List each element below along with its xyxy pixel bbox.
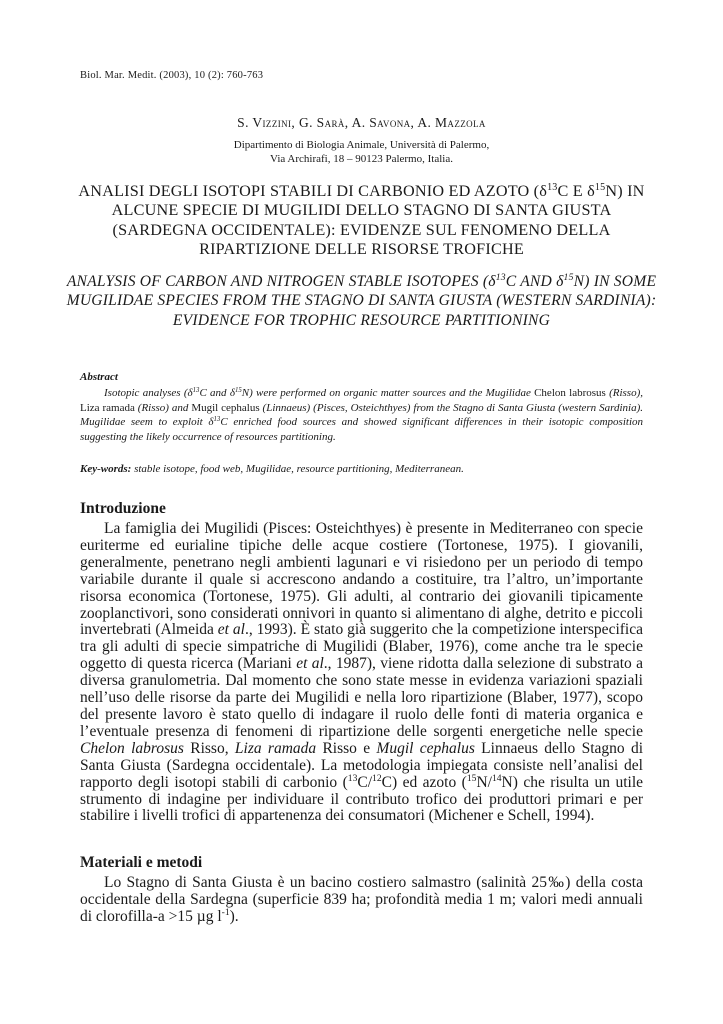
keywords-text: stable isotope, food web, Mugilidae, resource partitioning, Mediterranean. <box>131 463 464 475</box>
section-heading-introduzione: Introduzione <box>80 500 166 517</box>
species-name: Chelon labrosus <box>80 739 184 757</box>
title-italian: ANALISI DEGLI ISOTOPI STABILI DI CARBONIO ED AZOTO ($\delta^{13}C$ E $\delta^{15}N$) IN ALCUNE SPECIE DI MUGILIDI DELLO STAGNO DI SANTA GIUSTA (SARDEGNA OCCIDENTALE): EVIDENZE SUL FENOMENO DELLA RIPARTIZIONE DELLE RISORSE TROFICHE <box>78 181 645 259</box>
section-heading-materiali-e-metodi: Materiali e metodi <box>80 854 203 871</box>
affiliation-line-1: Dipartimento di Biologia Animale, Università di Palermo, <box>233 139 490 151</box>
species-name: Liza ramada <box>80 401 135 414</box>
keywords <box>80 463 643 475</box>
species-name: Chelon labrosus <box>534 387 606 399</box>
keywords-label: Key-words: <box>80 463 132 475</box>
author-list: S. Vizzini, G. Sarà, A. Savona, A. Mazzola <box>237 115 486 130</box>
title-english: ANALYSIS OF CARBON AND NITROGEN STABLE ISOTOPES ($\delta^{13}C$ AND $\delta^{15}N$) IN SOME MUGILIDAE SPECIES FROM THE STAGNO DI SANTA GIUSTA (WESTERN SARDINIA): EVIDENCE FOR TROPHIC RESOURCE PARTITIONING <box>66 272 657 329</box>
abstract-heading: Abstract <box>80 371 118 383</box>
materiali-paragraph: Lo Stagno di Santa Giusta è un bacino costiero salmastro (salinità 25‰) della costa occidentale della Sardegna (superficie 839 ha; profondità media 1 m; valori medi annuali di clorofilla-a >15 µg $l^{-1}$). <box>80 874 643 925</box>
species-name: Liza ramada <box>234 739 317 757</box>
affiliation <box>80 138 643 166</box>
introduzione-paragraph: La famiglia dei Mugilidi (Pisces: Osteichthyes) è presente in Mediterraneo con specie euriterme ed eurialine tipiche delle acque costiere (Tortonese, 1975). I giovanili, generalmente, penetrano negli ambienti lagunari e vi risiedono per un periodo di tempo variabile durante il quale si accrescono andando a costituire, tra l’altro, un’importante risorsa economica (Tortonese, 1975). Gli adulti, al contrario dei giovanili tipicamente zooplanctivori, sono considerati onnivori in quanto si alimentano di alghe, detrito e piccoli invertebrati (Almeida et al., 1993). È stato già suggerito che la competizione interspecifica tra gli adulti di specie simpatriche di Mugilidi (Blaber, 1976), come anche tra le specie oggetto di questa ricerca (Mariani et al., 1987), viene ridotta dalla selezione di substrato a diversa granulometria. Dal momento che sono state messe in evidenza variazioni spaziali nell’uso delle risorse da parte dei Mugilidi e nella loro ripartizione (Blaber, 1977), scopo del presente lavoro è stato quello di indagare il ruolo delle fonti di materia organica e l’eventuale presenza di fenomeni di ripartizione delle sorgenti energetiche nelle specie Chelon labrosus Risso, Liza ramada Risso e Mugil cephalus Linnaeus dello Stagno di Santa Giusta (Sardegna occidentale). La metodologia impiegata consiste nell’analisi del rapporto degli isotopi stabili di carbonio ($^{13}$C/$^{12}$C) ed azoto ($^{15}$N/$^{14}$N) che risulta un utile strumento di indagine per individuare il contributo trofico dei produttori primari e per stabilire i livelli trofici di appartenenza dei consumatori (Michener e Schell, 1994). <box>80 520 644 825</box>
species-name: Mugil cephalus <box>376 739 475 757</box>
journal-reference: Biol. Mar. Medit. (2003), 10 (2): 760-763 <box>80 70 264 81</box>
affiliation-line-2: Via Archirafi, 18 – 90123 Palermo, Italia. <box>270 153 453 165</box>
abstract-text: Isotopic analyses ($\delta^{13}C$ and $\delta^{15}N$) were performed on organic matter sources and the Mugilidae Chelon labrosus (Risso), Liza ramada (Risso) and Mugil cephalus (Linnaeus) (Pisces, Osteichthyes) from the Stagno di Santa Giusta (western Sardinia). Mugilidae seem to exploit $\delta^{13}C$ enriched food sources and showed significant differences in their isotopic composition suggesting the likely occurrence of resources partitioning. <box>80 386 644 443</box>
species-name: Mugil cephalus <box>191 401 260 414</box>
